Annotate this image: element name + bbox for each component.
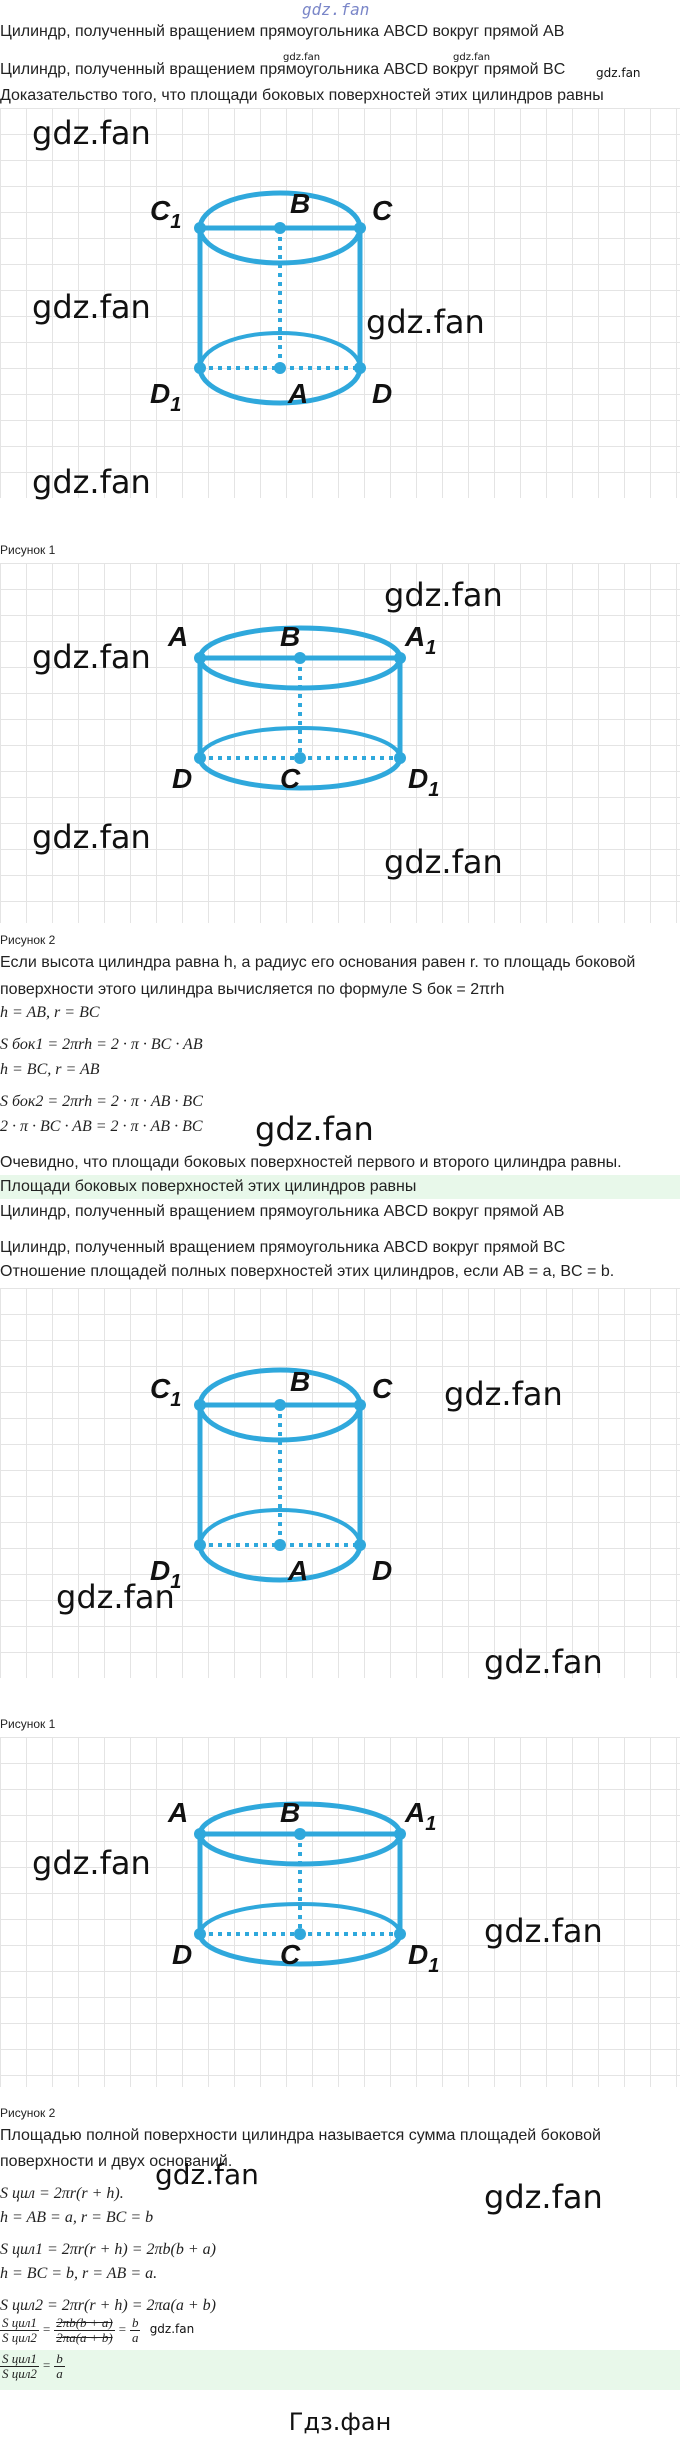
watermark-small: gdz.fan [596, 66, 641, 80]
formula: S бок1 = 2πrh = 2 · π · BC · AB [0, 1036, 203, 1053]
watermark: gdz.fan [255, 1110, 374, 1148]
figure-cylinder-horizontal-2 [0, 1737, 680, 2087]
figure-caption: Рисунок 1 [0, 1717, 56, 1731]
watermark-small: gdz.fan [453, 52, 491, 63]
frac-denominator: 2πa(a + b) [56, 2330, 113, 2345]
label-a: A [168, 621, 189, 652]
formula: S цил2 = 2πr(r + h) = 2πa(a + b) [0, 2297, 216, 2314]
watermark-small: gdz.fan [149, 2322, 195, 2337]
figure-caption: Рисунок 2 [0, 933, 56, 947]
formula: 2 · π · BC · AB = 2 · π · AB · BC [0, 1118, 203, 1135]
watermark: gdz.fan [32, 463, 151, 501]
site-logo: gdz.fan [302, 0, 370, 19]
formula: S бок2 = 2πrh = 2 · π · AB · BC [0, 1093, 203, 1110]
frac-denominator: a [131, 2330, 139, 2345]
cylinder-horizontal-drawing [0, 563, 680, 923]
paragraph: поверхности и двух оснований. [0, 2153, 233, 2170]
frac-denominator: S цил2 [2, 2366, 37, 2381]
answer-text: Площади боковых поверхностей этих цилиндров равны [0, 1178, 417, 1195]
figure-cylinder-vertical-2 [0, 1288, 680, 1681]
label-c: C [280, 763, 301, 794]
watermark: gdz.fan [56, 1578, 175, 1616]
ratio-formula-1: $\frac{\text{S цил1}}{\text{S цил2}}$ = $\frac{2\pi b(b + a)}{2\pi a(a + b)}$ = $\frac{b}{a}$ gdz.fan [2, 2315, 195, 2345]
watermark: gdz.fan [484, 2178, 603, 2216]
formula: S цил = 2πr(r + h). [0, 2185, 124, 2202]
watermark: gdz.fan [32, 288, 151, 326]
frac-numerator: b [56, 2351, 63, 2366]
label-d1: $D_1$ [408, 763, 440, 801]
watermark: gdz.fan [484, 1912, 603, 1950]
label-d: D [372, 378, 393, 409]
watermark: gdz.fan [32, 1844, 151, 1882]
frac-denominator: S цил2 [2, 2330, 37, 2345]
label-c1: $C_1$ [150, 195, 182, 233]
watermark: gdz.fan [444, 1375, 563, 1413]
paragraph: Площадью полной поверхности цилиндра называется сумма площадей боковой [0, 2127, 601, 2144]
ratio-formula-answer: $\frac{\text{S цил1}}{\text{S цил2}}$ = $\frac{b}{a}$ [2, 2351, 63, 2381]
task-text-4: Цилиндр, полученный вращением прямоугольника ABCD вокруг прямой AB [0, 1203, 565, 1220]
formula: h = AB, r = BC [0, 1004, 100, 1021]
label-a1: $A_1$ [405, 1797, 437, 1835]
label-a1: $A_1$ [405, 621, 437, 659]
figure-caption: Рисунок 1 [0, 543, 56, 557]
formula: S цил1 = 2πr(r + h) = 2πb(b + a) [0, 2241, 216, 2258]
watermark: gdz.fan [484, 1643, 603, 1681]
label-b: B [290, 188, 311, 219]
footer-brand: Гдз.фан [288, 2408, 392, 2436]
task-text-2: Цилиндр, полученный вращением прямоугольника ABCD вокруг прямой BC [0, 61, 566, 78]
frac-numerator: S цил1 [2, 2315, 37, 2330]
task-text-3: Доказательство того, что площади боковых поверхностей этих цилиндров равны [0, 87, 604, 104]
label-c1: $C_1$ [150, 1373, 182, 1411]
watermark: gdz.fan [384, 843, 503, 881]
watermark: gdz.fan [155, 2158, 259, 2191]
formula: h = BC = b, r = AB = a. [0, 2265, 158, 2282]
frac-numerator: 2πb(b + a) [56, 2315, 113, 2330]
formula: h = AB = a, r = BC = b [0, 2209, 154, 2226]
label-d: D [172, 1939, 193, 1970]
watermark-small: gdz.fan [283, 52, 321, 63]
label-b: B [280, 1797, 301, 1828]
figure-caption: Рисунок 2 [0, 2106, 56, 2120]
frac-numerator: b [131, 2315, 139, 2330]
label-d1: $D_1$ [408, 1939, 440, 1977]
figure-cylinder-horizontal-1 [0, 563, 680, 923]
label-d: D [372, 1555, 393, 1586]
watermark: gdz.fan [384, 576, 503, 614]
formula: h = BC, r = AB [0, 1061, 100, 1078]
task-text-5: Цилиндр, полученный вращением прямоугольника ABCD вокруг прямой BC [0, 1239, 566, 1256]
cylinder-vertical-drawing [0, 1288, 680, 1678]
frac-denominator: a [56, 2366, 63, 2381]
watermark: gdz.fan [366, 303, 485, 341]
label-a: A [288, 378, 309, 409]
label-b: B [290, 1366, 311, 1397]
task-text-1: Цилиндр, полученный вращением прямоугольника ABCD вокруг прямой AB [0, 23, 565, 40]
label-d1: $D_1$ [150, 1555, 182, 1593]
label-c: C [280, 1939, 301, 1970]
figure-cylinder-vertical-1 [0, 108, 680, 501]
answer-highlight [0, 2350, 680, 2390]
label-b: B [280, 621, 301, 652]
frac-numerator: S цил1 [2, 2351, 37, 2366]
watermark: gdz.fan [32, 638, 151, 676]
paragraph: поверхности этого цилиндра вычисляется по формуле S бок = 2πrh [0, 981, 505, 998]
label-a: A [168, 1797, 189, 1828]
task-text-6: Отношение площадей полных поверхностей этих цилиндров, если AB = a, BC = b. [0, 1263, 615, 1280]
watermark: gdz.fan [32, 114, 151, 152]
watermark: gdz.fan [32, 818, 151, 856]
label-a: A [288, 1555, 309, 1586]
paragraph: Если высота цилиндра равна h, а радиус его основания равен r. то площадь боковой [0, 954, 636, 971]
label-c: C [372, 195, 393, 226]
label-c: C [372, 1373, 393, 1404]
label-d1: $D_1$ [150, 378, 182, 416]
paragraph: Очевидно, что площади боковых поверхностей первого и второго цилиндра равны. [0, 1154, 622, 1171]
label-d: D [172, 763, 193, 794]
